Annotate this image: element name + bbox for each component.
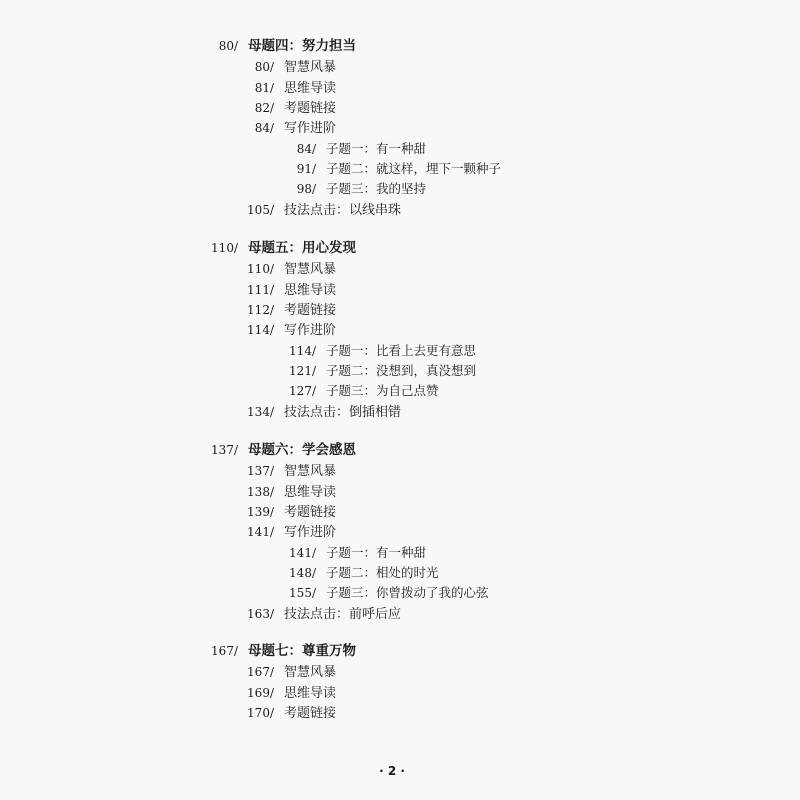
- toc-entry: [236, 280, 336, 300]
- toc-entry: [236, 259, 336, 279]
- page-ref: 121/: [289, 364, 316, 378]
- subentry-title: 子题二：就这样，埋下一颗种子: [326, 161, 502, 176]
- section-title: 母题四：努力担当: [248, 38, 356, 54]
- technique-title: 技法点击：前呼后应: [284, 607, 402, 622]
- section-heading: [200, 36, 356, 56]
- section-heading: [200, 641, 356, 661]
- page-number: · 2 ·: [379, 764, 405, 778]
- toc-technique: [236, 402, 401, 422]
- page-ref: 138/: [247, 485, 274, 499]
- page-ref: 141/: [247, 525, 274, 539]
- page-ref: 163/: [247, 607, 274, 621]
- subentry-title: 子题三：为自己点赞: [326, 383, 439, 398]
- technique-title: 技法点击：以线串珠: [284, 203, 402, 218]
- page-ref: 137/: [211, 443, 238, 457]
- toc-entry: [236, 662, 336, 682]
- toc-entry: [236, 703, 336, 723]
- toc-technique: [236, 200, 401, 220]
- page-ref: 111/: [247, 283, 274, 297]
- toc-entry: [236, 683, 336, 703]
- page-ref: 114/: [289, 344, 316, 358]
- page-ref: 82/: [254, 101, 274, 115]
- entry-title: 智慧风暴: [284, 262, 337, 277]
- subentry-title: 子题一：有一种甜: [326, 141, 427, 156]
- technique-title: 技法点击：倒插相错: [284, 405, 402, 420]
- toc-entry: [236, 502, 336, 522]
- subentry-title: 子题三：你曾拨动了我的心弦: [326, 585, 489, 600]
- page-ref: 170/: [247, 706, 274, 720]
- entry-title: 写作进阶: [284, 121, 337, 136]
- toc-subentry: [270, 179, 426, 199]
- entry-title: 智慧风暴: [284, 60, 337, 75]
- page-ref: 84/: [296, 142, 316, 156]
- toc-entry: [236, 118, 336, 138]
- toc-entry: [236, 57, 336, 77]
- page-ref: 148/: [289, 566, 316, 580]
- page-ref: 139/: [247, 505, 274, 519]
- page-ref: 167/: [247, 665, 274, 679]
- entry-title: 写作进阶: [284, 323, 337, 338]
- subentry-title: 子题三：我的坚持: [326, 181, 427, 196]
- page-ref: 84/: [254, 121, 274, 135]
- entry-title: 思维导读: [284, 283, 337, 298]
- entry-title: 思维导读: [284, 686, 337, 701]
- page-ref: 91/: [296, 162, 316, 176]
- toc-entry: [236, 320, 336, 340]
- page-ref: 80/: [254, 60, 274, 74]
- page-ref: 114/: [247, 323, 274, 337]
- page-ref: 81/: [254, 81, 274, 95]
- subentry-title: 子题一：有一种甜: [326, 545, 427, 560]
- page-ref: 137/: [247, 464, 274, 478]
- page-ref: 127/: [289, 384, 316, 398]
- subentry-title: 子题二：相处的时光: [326, 565, 439, 580]
- page-ref: 80/: [218, 39, 238, 53]
- subentry-title: 子题二：没想到，真没想到: [326, 363, 477, 378]
- entry-title: 考题链接: [284, 706, 337, 721]
- page-ref: 110/: [211, 241, 238, 255]
- page-ref: 134/: [247, 405, 274, 419]
- toc-subentry: [270, 543, 426, 563]
- entry-title: 写作进阶: [284, 525, 337, 540]
- toc-technique: [236, 604, 401, 624]
- entry-title: 思维导读: [284, 485, 337, 500]
- page-ref: 169/: [247, 686, 274, 700]
- entry-title: 智慧风暴: [284, 665, 337, 680]
- page-ref: 141/: [289, 546, 316, 560]
- toc-subentry: [270, 563, 439, 583]
- entry-title: 考题链接: [284, 101, 337, 116]
- page-ref: 112/: [247, 303, 274, 317]
- section-title: 母题五：用心发现: [248, 240, 356, 256]
- entry-title: 智慧风暴: [284, 464, 337, 479]
- toc-entry: [236, 300, 336, 320]
- toc-entry: [236, 482, 336, 502]
- entry-title: 思维导读: [284, 81, 337, 96]
- section-heading: [200, 440, 356, 460]
- page-ref: 105/: [247, 203, 274, 217]
- toc-subentry: [270, 159, 501, 179]
- entry-title: 考题链接: [284, 505, 337, 520]
- page-ref: 98/: [296, 182, 316, 196]
- toc-subentry: [270, 361, 476, 381]
- entry-title: 考题链接: [284, 303, 337, 318]
- toc-entry: [236, 461, 336, 481]
- page-ref: 167/: [211, 644, 238, 658]
- section-title: 母题七：尊重万物: [248, 643, 356, 659]
- toc-subentry: [270, 583, 489, 603]
- toc-subentry: [270, 381, 439, 401]
- toc-entry: [236, 78, 336, 98]
- toc-entry: [236, 98, 336, 118]
- toc-entry: [236, 522, 336, 542]
- toc-subentry: [270, 139, 426, 159]
- toc-subentry: [270, 341, 476, 361]
- page-ref: 155/: [289, 586, 316, 600]
- page-ref: 110/: [247, 262, 274, 276]
- section-title: 母题六：学会感恩: [248, 442, 356, 458]
- section-heading: [200, 238, 356, 258]
- subentry-title: 子题一：比看上去更有意思: [326, 343, 477, 358]
